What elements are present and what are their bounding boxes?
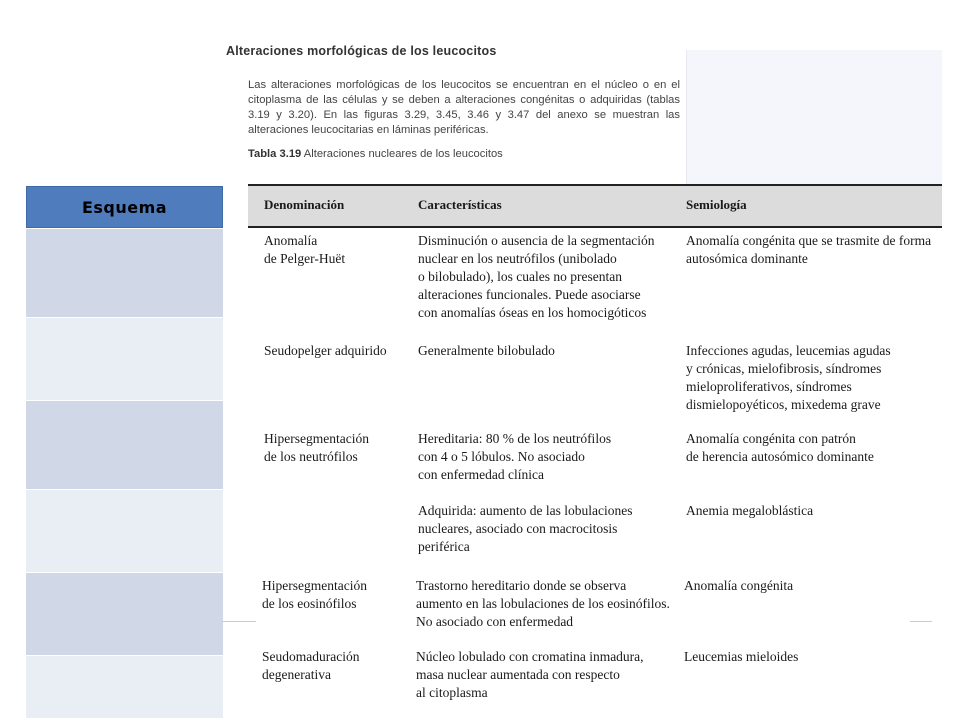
cell-caracteristicas xyxy=(416,648,644,702)
cell-semiologia xyxy=(686,502,813,520)
cell-line: Hipersegmentación xyxy=(264,431,369,446)
cell-line: Disminución o ausencia de la segmentación xyxy=(418,233,655,248)
cell-line: Adquirida: aumento de las lobulaciones xyxy=(418,503,633,518)
table-caption-text: Alteraciones nucleares de los leucocitos xyxy=(303,148,503,160)
header-caracteristicas: Características xyxy=(418,197,502,212)
document-header xyxy=(226,44,686,160)
cell-denominacion xyxy=(264,232,345,268)
intro-paragraph: Las alteraciones morfológicas de los leucocitos se encuentran en el núcleo o en el citoplasma de las células y se deben a alteraciones congénitas o adquiridas (tablas 3.19 y 3.20). En las figuras 3.29, 3.45, 3.46 y 3.47 del anexo se muestran las alteraciones leucocitarias en láminas periféricas. xyxy=(248,79,680,136)
cell-semiologia xyxy=(686,232,931,268)
cell-line: de Pelger-Huët xyxy=(264,251,346,266)
header-semiologia: Semiología xyxy=(686,197,747,212)
cell-semiologia xyxy=(684,648,798,666)
cell-line: Seudomaduración xyxy=(262,649,360,664)
cell-line: masa nuclear aumentada con respecto xyxy=(416,667,620,682)
schema-header: Esquema xyxy=(26,186,223,228)
cell-semiologia xyxy=(686,430,874,466)
cell-line: dismielopoyéticos, mixedema grave xyxy=(686,397,881,412)
cell-denominacion xyxy=(264,430,369,466)
cell-line: autosómica dominante xyxy=(686,251,808,266)
cell-semiologia xyxy=(686,342,891,414)
schema-row xyxy=(26,228,223,317)
table-number: Tabla 3.19 xyxy=(248,148,302,160)
cell-line: alteraciones funcionales. Puede asociarse xyxy=(418,287,641,302)
cell-line: Hipersegmentación xyxy=(262,578,367,593)
cell-line: nucleares, asociado con macrocitosis xyxy=(418,521,618,536)
table-header-row xyxy=(248,184,942,228)
cell-line: Trastorno hereditario donde se observa xyxy=(416,578,627,593)
cell-line: y crónicas, mielofibrosis, síndromes xyxy=(686,361,882,376)
cell-line: degenerativa xyxy=(262,667,331,682)
cell-line: mieloproliferativos, síndromes xyxy=(686,379,852,394)
right-panel xyxy=(686,50,942,184)
cell-line: aumento en las lobulaciones de los eosinófilos. xyxy=(416,596,670,611)
cell-line: Anomalía xyxy=(264,233,318,248)
cell-line: nuclear en los neutrófilos (unibolado xyxy=(418,251,617,266)
divider-line xyxy=(222,621,256,622)
cell-line: de herencia autosómico dominante xyxy=(686,449,874,464)
cell-line: Núcleo lobulado con cromatina inmadura, xyxy=(416,649,644,664)
cell-line: o bilobulado), los cuales no presentan xyxy=(418,269,622,284)
schema-row xyxy=(26,655,223,718)
header-denominacion: Denominación xyxy=(264,197,345,212)
divider-line xyxy=(910,621,932,622)
cell-line: Hereditaria: 80 % de los neutrófilos xyxy=(418,431,612,446)
schema-row xyxy=(26,400,223,489)
cell-caracteristicas xyxy=(418,232,655,322)
cell-semiologia xyxy=(684,577,793,595)
cell-denominacion xyxy=(264,342,387,360)
cell-line: No asociado con enfermedad xyxy=(416,614,574,629)
cell-line: Generalmente bilobulado xyxy=(418,343,555,358)
cell-line: Anomalía congénita que se trasmite de forma xyxy=(686,233,932,248)
cell-line: al citoplasma xyxy=(416,685,488,700)
cell-line: Anemia megaloblástica xyxy=(686,503,814,518)
cell-caracteristicas xyxy=(416,577,670,631)
table-caption xyxy=(248,148,686,160)
schema-row xyxy=(26,572,223,655)
cell-line: Seudopelger adquirido xyxy=(264,343,387,358)
cell-line: Infecciones agudas, leucemias agudas xyxy=(686,343,891,358)
cell-line: de los neutrófilos xyxy=(264,449,358,464)
cell-caracteristicas xyxy=(418,502,632,556)
cell-caracteristicas xyxy=(418,430,611,484)
cell-line: con 4 o 5 lóbulos. No asociado xyxy=(418,449,585,464)
cell-denominacion xyxy=(262,577,367,613)
cell-denominacion xyxy=(262,648,359,684)
schema-row xyxy=(26,489,223,572)
cell-line: Anomalía congénita xyxy=(684,578,794,593)
cell-line: Anomalía congénita con patrón xyxy=(686,431,856,446)
cell-line: de los eosinófilos xyxy=(262,596,357,611)
cell-line: periférica xyxy=(418,539,470,554)
schema-sidebar xyxy=(26,186,223,718)
cell-line: Leucemias mieloides xyxy=(684,649,799,664)
cell-caracteristicas xyxy=(418,342,555,360)
leukocyte-nuclear-alterations-table xyxy=(248,184,942,228)
section-title: Alteraciones morfológicas de los leucocitos xyxy=(226,44,497,58)
cell-line: con enfermedad clínica xyxy=(418,467,544,482)
schema-row xyxy=(26,317,223,400)
cell-line: con anomalías óseas en los homocigóticos xyxy=(418,305,647,320)
